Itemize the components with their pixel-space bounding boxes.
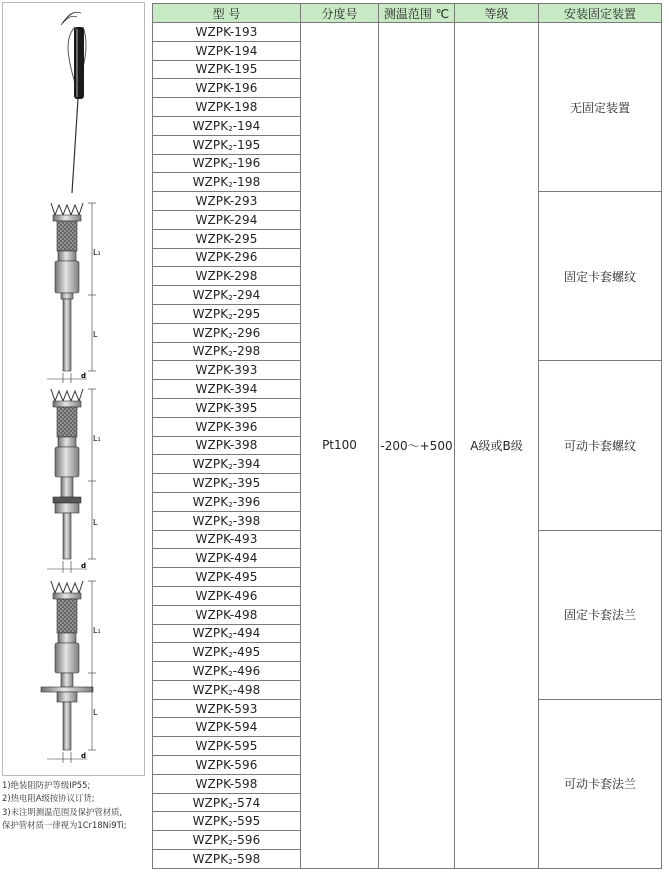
label-d-2: d <box>81 562 87 570</box>
model-cell: WZPK-294 <box>153 210 301 229</box>
mounting-cell: 可动卡套法兰 <box>539 699 662 868</box>
model-cell: $WZPK_2-574$ <box>153 793 301 812</box>
model-cell: WZPK-394 <box>153 380 301 399</box>
model-cell: WZPK-593 <box>153 699 301 718</box>
label-l-3: L <box>93 708 98 717</box>
mounting-cell: 可动卡套螺纹 <box>539 361 662 530</box>
model-cell: WZPK-493 <box>153 530 301 549</box>
model-cell: WZPK-398 <box>153 436 301 455</box>
model-cell: WZPK-198 <box>153 98 301 117</box>
grade-cell: A级或B级 <box>455 23 539 869</box>
model-cell: WZPK-498 <box>153 605 301 624</box>
header-mounting: 安装固定装置 <box>539 4 662 23</box>
mounting-cell: 无固定装置 <box>539 23 662 192</box>
model-cell: WZPK-395 <box>153 398 301 417</box>
model-cell: $WZPK_2-194$ <box>153 116 301 135</box>
model-cell: WZPK-596 <box>153 756 301 775</box>
label-d-3: d <box>81 752 87 760</box>
mounting-cell: 固定卡套法兰 <box>539 530 662 699</box>
mounting-cell: 固定卡套螺纹 <box>539 192 662 361</box>
model-cell: $WZPK_2-598$ <box>153 850 301 869</box>
division-cell: Pt100 <box>301 23 379 869</box>
model-cell: $WZPK_2-596$ <box>153 831 301 850</box>
model-cell: $WZPK_2-395$ <box>153 474 301 493</box>
model-cell: WZPK-295 <box>153 229 301 248</box>
model-cell: WZPK-393 <box>153 361 301 380</box>
model-cell: WZPK-594 <box>153 718 301 737</box>
note-1: 1)绝装阻防护等级IP55; <box>2 780 91 790</box>
note-4: 保护管材质一律视为1Cr18Ni9Ti; <box>2 820 127 831</box>
model-cell: WZPK-396 <box>153 417 301 436</box>
model-cell: WZPK-293 <box>153 192 301 211</box>
table-body <box>153 23 662 869</box>
label-l-2: L <box>93 518 98 527</box>
header-grade: 等级 <box>455 4 539 23</box>
model-cell: $WZPK_2-294$ <box>153 286 301 305</box>
figure-flange <box>41 581 101 763</box>
label-l: L <box>93 330 98 339</box>
model-cell: WZPK-298 <box>153 267 301 286</box>
model-cell: WZPK-496 <box>153 586 301 605</box>
header-division: 分度号 <box>301 4 379 23</box>
model-cell: WZPK-195 <box>153 60 301 79</box>
temp-range-cell: -200～+500 <box>379 23 455 869</box>
model-cell: WZPK-494 <box>153 549 301 568</box>
model-cell: $WZPK_2-494$ <box>153 624 301 643</box>
model-cell: $WZPK_2-398$ <box>153 511 301 530</box>
model-cell: WZPK-194 <box>153 41 301 60</box>
model-cell: $WZPK_2-496$ <box>153 662 301 681</box>
label-d: d <box>81 372 87 380</box>
model-cell: $WZPK_2-196$ <box>153 154 301 173</box>
label-l1-2: L₁ <box>93 434 101 443</box>
header-temp-range: 测温范围 ℃ <box>379 4 455 23</box>
model-cell: $WZPK_2-595$ <box>153 812 301 831</box>
model-cell: $WZPK_2-495$ <box>153 643 301 662</box>
model-cell: WZPK-196 <box>153 79 301 98</box>
table-row <box>153 23 662 42</box>
note-3: 3)未注明测温范围及保护管材质, <box>2 806 123 817</box>
figure-movable-thread <box>47 389 101 573</box>
figure-no-fixing <box>61 12 86 193</box>
model-cell: $WZPK_2-296$ <box>153 323 301 342</box>
drawing-panel <box>2 2 145 776</box>
label-l1-3: L₁ <box>93 626 101 635</box>
model-cell: WZPK-296 <box>153 248 301 267</box>
notes <box>2 779 150 833</box>
model-cell: $WZPK_2-396$ <box>153 492 301 511</box>
model-cell: $WZPK_2-298$ <box>153 342 301 361</box>
model-cell: WZPK-598 <box>153 774 301 793</box>
spec-table <box>152 3 662 869</box>
model-cell: $WZPK_2-394$ <box>153 455 301 474</box>
header-model: 型 号 <box>153 4 301 23</box>
label-l1: L₁ <box>93 248 101 257</box>
model-cell: $WZPK_2-195$ <box>153 135 301 154</box>
model-cell: $WZPK_2-498$ <box>153 680 301 699</box>
figure-fixed-thread <box>47 203 101 383</box>
model-cell: WZPK-193 <box>153 23 301 42</box>
table-header-row <box>153 4 662 23</box>
model-cell: $WZPK_2-198$ <box>153 173 301 192</box>
note-2: 2)热电阻A级按协议订货; <box>2 793 95 804</box>
model-cell: WZPK-495 <box>153 568 301 587</box>
model-cell: $WZPK_2-295$ <box>153 304 301 323</box>
model-cell: WZPK-595 <box>153 737 301 756</box>
